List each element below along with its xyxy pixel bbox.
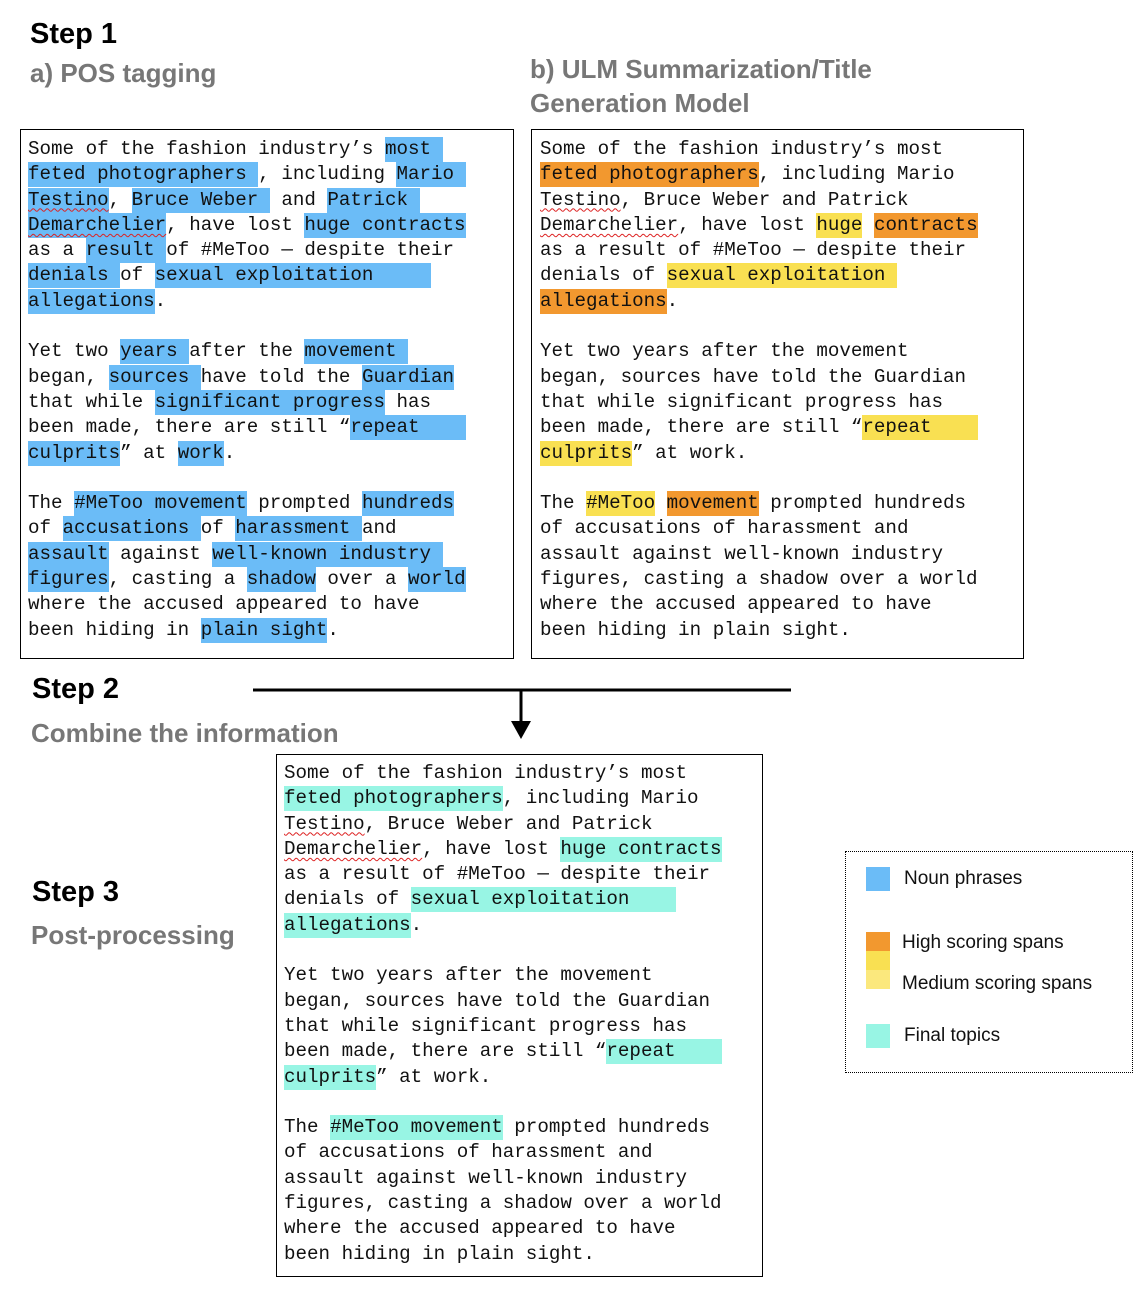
text-span: and — [361, 517, 397, 540]
text-span: Demarchelier — [540, 213, 679, 236]
text-span: and — [269, 188, 328, 211]
ulm-label-line1: b) ULM Summarization/Title — [530, 54, 872, 84]
high-scoring-swatch — [866, 932, 890, 951]
text-span: . — [154, 289, 167, 312]
text-span: where the accused appeared to have — [284, 1217, 676, 1240]
step2-title: Step 2 — [32, 673, 120, 705]
text-span: , — [108, 188, 132, 211]
text-span: been made, there are still “ — [28, 416, 351, 439]
text-span: . — [223, 441, 236, 464]
noun-phrases-swatch — [866, 867, 890, 891]
noun-highlight-span: Testino — [28, 188, 109, 211]
text-span: . — [666, 289, 679, 312]
text-span: Testino — [540, 188, 621, 211]
text-span: Yet two years after the movement — [540, 340, 909, 363]
med-highlight-span: huge — [816, 213, 863, 236]
text-span: , have lost — [678, 213, 817, 236]
noun-highlight-span: shadow — [246, 568, 316, 591]
noun-highlight-span: world — [408, 568, 466, 591]
text-span: of #MeToo — despite their — [166, 239, 455, 262]
noun-highlight-span: assault — [28, 542, 109, 565]
final-highlight-span: culprits — [284, 1065, 377, 1088]
noun-highlight-span: figures — [28, 568, 109, 591]
high-highlight-span: feted photographers — [540, 163, 759, 186]
noun-highlight-span: sources — [108, 365, 201, 388]
text-span: been made, there are still “ — [284, 1040, 607, 1063]
text-span: assault against well-known industry — [540, 542, 944, 565]
text-span: . — [327, 618, 339, 641]
text-span: . — [410, 913, 423, 936]
legend-final-topics-label: Final topics — [904, 1025, 1001, 1046]
step2-subtitle: Combine the information — [31, 718, 339, 748]
text-span: Demarchelier — [284, 837, 423, 860]
text-span: The — [284, 1116, 331, 1139]
text-span: of — [120, 264, 155, 287]
text-span: prompted hundreds — [758, 492, 967, 515]
text-span: of accusations of harassment and — [284, 1141, 653, 1164]
noun-highlight-span: #MeToo movement — [74, 492, 247, 515]
text-span: figures, casting a shadow over a world — [284, 1192, 722, 1215]
noun-highlight-span: years — [120, 340, 190, 363]
text-span: began, — [28, 365, 109, 388]
noun-highlight-span: sexual exploitation — [154, 264, 432, 287]
final-highlight-span: #MeToo movement — [330, 1116, 503, 1139]
noun-highlight-span: denials — [28, 264, 121, 287]
med-highlight-span: repeat — [862, 416, 978, 439]
noun-highlight-span: most — [384, 138, 443, 160]
text-span: figures, casting a shadow over a world — [540, 568, 978, 591]
text-span: , including Mario — [502, 787, 699, 810]
text-span: against — [108, 542, 213, 565]
text-span: of — [28, 517, 63, 540]
legend — [845, 851, 1133, 1073]
high-highlight-span: movement — [666, 492, 759, 515]
final-highlight-span: repeat — [606, 1040, 722, 1063]
noun-highlight-span: culprits — [28, 441, 121, 464]
final-topics-swatch — [866, 1024, 890, 1048]
final-highlight-span: feted photographers — [284, 787, 503, 810]
noun-highlight-span: movement — [304, 340, 409, 363]
text-span: that while significant progress has — [284, 1014, 688, 1037]
medium-scoring-swatch-dark — [866, 951, 890, 970]
text-span: denials of — [284, 888, 411, 911]
text-span: Some of the fashion industry’s most — [284, 762, 688, 784]
text-span: where the accused appeared to have — [28, 593, 420, 616]
text-span: over a — [315, 568, 409, 591]
legend-medium-scoring-label: Medium scoring spans — [902, 973, 1093, 994]
text-span: as a result of #MeToo — despite their — [284, 863, 711, 886]
text-span: has — [384, 390, 432, 413]
legend-noun-phrases-label: Noun phrases — [904, 868, 1023, 889]
text-span: after the — [189, 340, 305, 363]
text-span: , including — [258, 163, 397, 186]
text-span: prompted — [246, 492, 362, 515]
ulm-label-line2: Generation Model — [530, 88, 750, 118]
final-highlight-span: allegations — [284, 913, 411, 936]
text-span: ” at work. — [632, 441, 748, 464]
text-span: that while significant progress has — [540, 390, 944, 413]
text-span: , have lost — [422, 837, 561, 860]
text-span: been hiding in plain sight. — [540, 618, 851, 641]
text-span: Some of the fashion industry’s most — [540, 138, 944, 160]
text-span: began, sources have told the Guardian — [540, 365, 967, 388]
final-highlight-span: sexual exploitation — [410, 888, 676, 911]
high-highlight-span: allegations — [540, 289, 667, 312]
noun-highlight-span: Mario — [396, 163, 466, 186]
noun-highlight-span: plain sight — [200, 618, 328, 641]
text-span: Yet two — [28, 340, 121, 363]
noun-highlight-span: harassment — [235, 517, 362, 540]
text-span: ” at — [120, 441, 178, 464]
text-span: ” at work. — [376, 1065, 492, 1088]
text-span: been hiding in — [28, 618, 201, 641]
noun-highlight-span: Guardian — [361, 365, 455, 388]
text-span: where the accused appeared to have — [540, 593, 932, 616]
text-span: as a — [28, 239, 86, 262]
step3-subtitle: Post-processing — [31, 920, 235, 950]
text-span: , Bruce Weber and Patrick — [620, 188, 909, 211]
medium-scoring-swatch-light — [866, 970, 890, 989]
noun-highlight-span: result — [85, 239, 167, 262]
final-highlight-span: huge contracts — [560, 837, 722, 860]
text-span: , Bruce Weber and Patrick — [364, 812, 653, 835]
noun-highlight-span: allegations — [28, 289, 155, 312]
noun-highlight-span: Demarchelier — [28, 213, 167, 236]
noun-highlight-span: feted photographers — [28, 163, 259, 186]
combine-arrow-head — [511, 721, 531, 739]
noun-highlight-span: accusations — [62, 517, 201, 540]
text-span: have told the — [200, 365, 362, 388]
text-span: , have lost — [166, 213, 305, 236]
text-span: , including Mario — [758, 163, 955, 186]
score-swatch-stack — [866, 932, 890, 989]
step3-title: Step 3 — [32, 876, 120, 908]
legend-final-topics — [866, 1024, 1000, 1048]
text-span: , casting a — [108, 568, 247, 591]
step1-title: Step 1 — [30, 18, 118, 50]
noun-highlight-span: work — [177, 441, 224, 464]
text-span: been made, there are still “ — [540, 416, 863, 439]
noun-highlight-span: huge contracts — [304, 213, 466, 236]
noun-highlight-span: repeat — [350, 416, 466, 439]
noun-highlight-span: significant progress — [154, 390, 385, 413]
med-highlight-span: #MeToo — [586, 492, 656, 515]
text-span: The — [28, 492, 75, 515]
text-span: prompted hundreds — [502, 1116, 711, 1139]
text-span: as a result of #MeToo — despite their — [540, 239, 967, 262]
med-highlight-span: culprits — [540, 441, 633, 464]
noun-highlight-span: hundreds — [361, 492, 455, 515]
text-span: been hiding in plain sight. — [284, 1242, 595, 1265]
legend-high-scoring-label: High scoring spans — [902, 932, 1064, 953]
legend-noun-phrases — [866, 867, 1022, 891]
text-span: began, sources have told the Guardian — [284, 989, 711, 1012]
noun-highlight-span: Patrick — [327, 188, 420, 211]
noun-highlight-span: well-known industry — [212, 542, 443, 565]
text-span: Yet two years after the movement — [284, 964, 653, 987]
high-highlight-span: contracts — [873, 213, 978, 236]
text-span: of accusations of harassment and — [540, 517, 909, 540]
text-span: of — [200, 517, 236, 540]
text-span: assault against well-known industry — [284, 1166, 688, 1189]
text-span: Some of the fashion industry’s — [28, 138, 385, 160]
noun-highlight-span: Bruce Weber — [131, 188, 270, 211]
text-span: The — [540, 492, 587, 515]
text-span: denials of — [540, 264, 667, 287]
text-span: that while — [28, 390, 155, 413]
pos-tagging-label: a) POS tagging — [30, 58, 217, 88]
med-highlight-span: sexual exploitation — [666, 264, 897, 287]
text-span: Testino — [284, 812, 365, 835]
